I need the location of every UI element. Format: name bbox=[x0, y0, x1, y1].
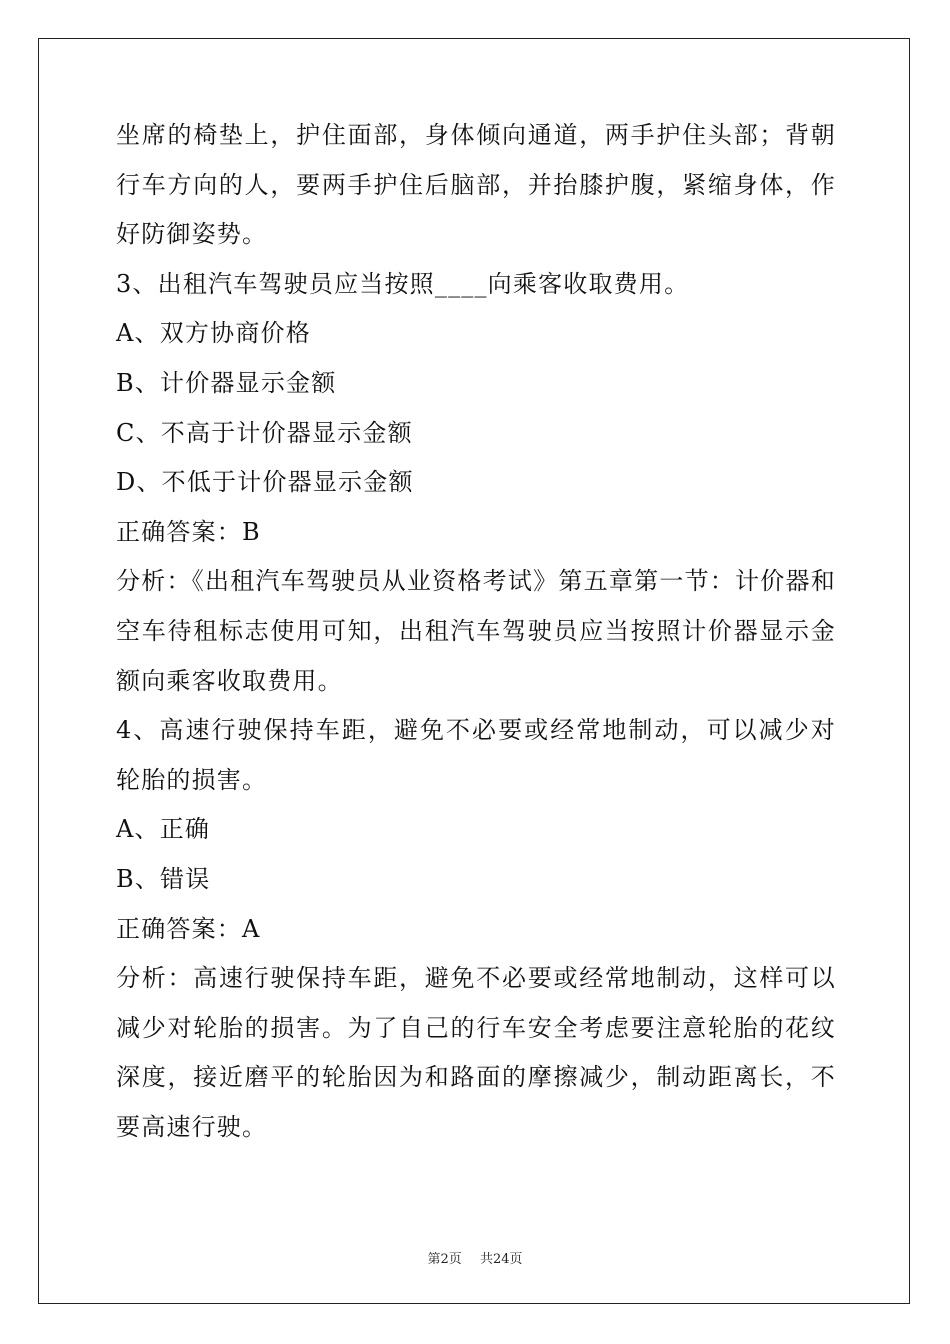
question-4-option-a: A、正确 bbox=[116, 815, 211, 844]
question-4-option-b: B、错误 bbox=[116, 864, 211, 893]
question-3-answer: 正确答案：B bbox=[116, 517, 261, 546]
page-number: 第2页 bbox=[427, 1252, 462, 1267]
question-3: 3、出租汽车驾驶员应当按照____向乘客收取费用。 bbox=[116, 269, 690, 298]
question-4-analysis: 分析：高速行驶保持车距，避免不必要或经常地制动，这样可以减少对轮胎的损害。为了自己的行车安全考虑要注意轮胎的花纹深度，接近磨平的轮胎因为和路面的摩擦减少，制动距离长，不要高速行驶。 bbox=[116, 964, 836, 1141]
page-footer bbox=[0, 1248, 950, 1267]
question-3-option-c: C、不高于计价器显示金额 bbox=[116, 418, 413, 447]
question-3-analysis: 分析：《出租汽车驾驶员从业资格考试》第五章第一节：计价器和空车待租标志使用可知，出租汽车驾驶员应当按照计价器显示金额向乘客收取费用。 bbox=[116, 567, 836, 695]
question-3-option-a: A、双方协商价格 bbox=[116, 319, 311, 348]
document-body bbox=[116, 111, 836, 1152]
page-total: 共24页 bbox=[479, 1252, 523, 1267]
question-3-option-b: B、计价器显示金额 bbox=[116, 368, 337, 397]
paragraph-continuation: 坐席的椅垫上，护住面部，身体倾向通道，两手护住头部；背朝行车方向的人，要两手护住后脑部，并抬膝护腹，紧缩身体，作好防御姿势。 bbox=[116, 121, 836, 249]
question-4: 4、高速行驶保持车距，避免不必要或经常地制动，可以减少对轮胎的损害。 bbox=[116, 716, 836, 794]
question-4-answer: 正确答案：A bbox=[116, 914, 261, 943]
question-3-option-d: D、不低于计价器显示金额 bbox=[116, 468, 414, 497]
